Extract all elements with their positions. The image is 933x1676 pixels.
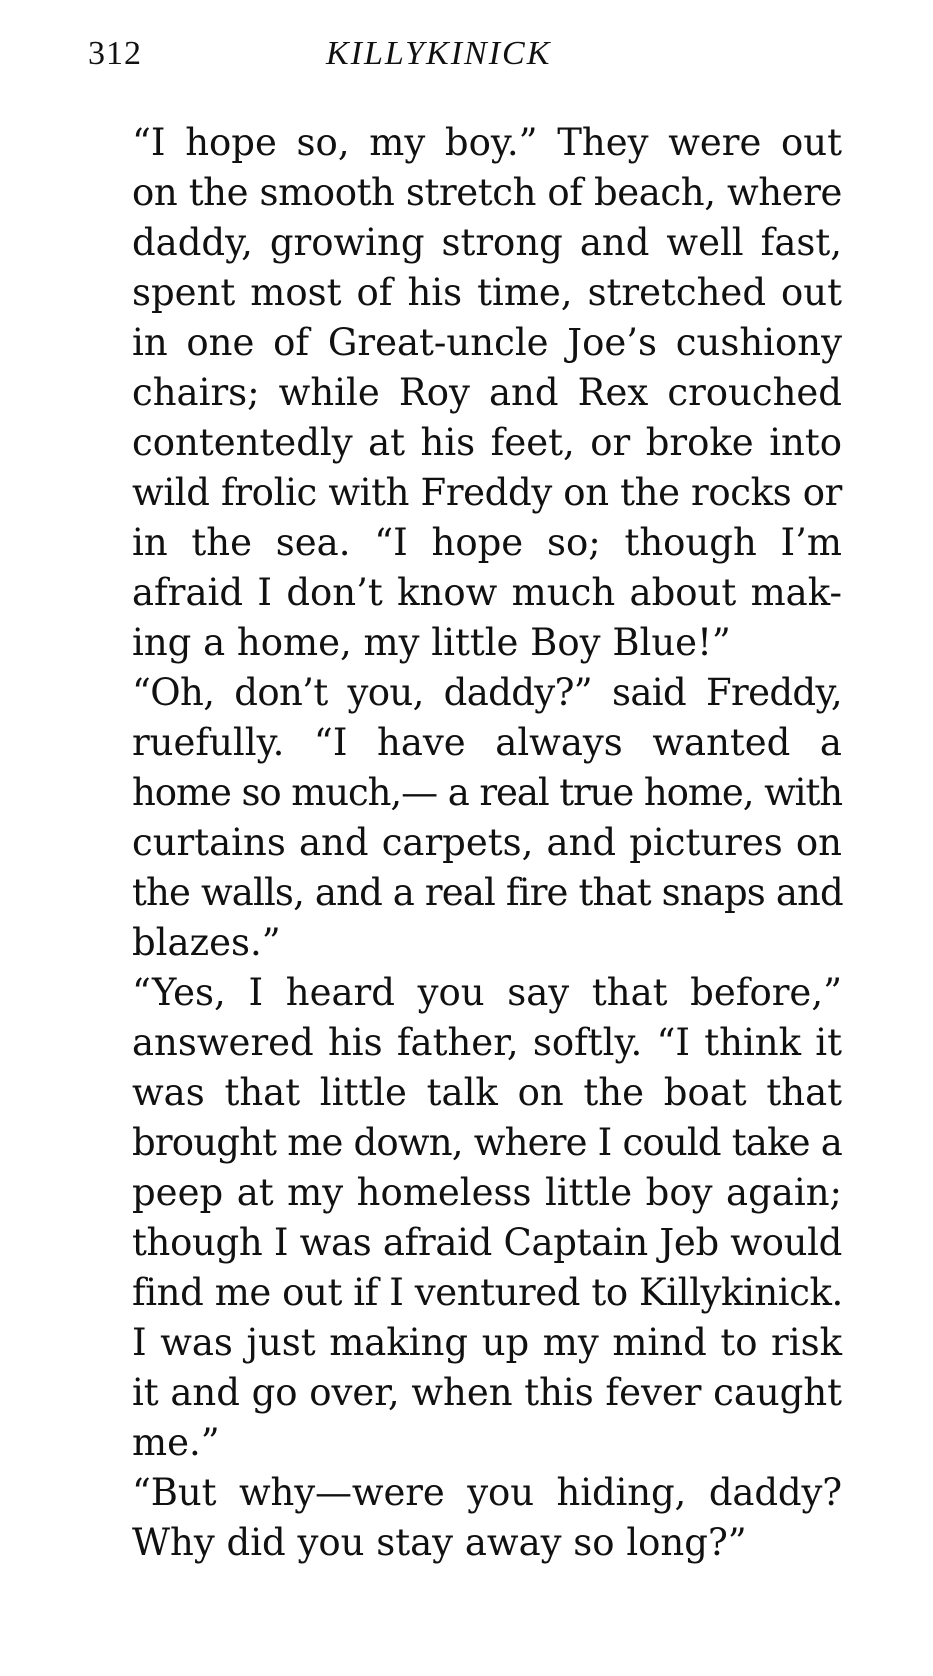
text-line: was that little talk on the boat that bbox=[132, 1071, 842, 1114]
text-line: chairs; while Roy and Rex crouched bbox=[132, 371, 842, 414]
text-line: spent most of his time, stretched out bbox=[132, 271, 842, 314]
text-line: “Oh, don’t you, daddy?” said Freddy, bbox=[132, 671, 842, 714]
text-line: though I was afraid Captain Jeb would bbox=[132, 1221, 842, 1264]
text-line: blazes.” bbox=[132, 921, 281, 964]
text-line: ing a home, my little Boy Blue!” bbox=[132, 621, 731, 664]
text-line: afraid I don’t know much about mak- bbox=[132, 571, 842, 614]
text-line: daddy, growing strong and well fast, bbox=[132, 221, 842, 264]
text-line: ruefully. “I have always wanted a bbox=[132, 721, 842, 764]
text-line: it and go over, when this fever caught bbox=[132, 1371, 842, 1414]
text-line: “But why—were you hiding, daddy? bbox=[132, 1471, 842, 1514]
text-line: find me out if I ventured to Killykinick. bbox=[132, 1271, 843, 1314]
body-text bbox=[88, 118, 842, 1568]
page-number: 312 bbox=[88, 35, 142, 72]
paragraph bbox=[88, 1468, 842, 1568]
text-line: peep at my homeless little boy again; bbox=[132, 1171, 842, 1214]
text-line: “I hope so, my boy.” They were out bbox=[132, 121, 842, 164]
text-line: curtains and carpets, and pictures on bbox=[132, 821, 842, 864]
paragraph bbox=[88, 668, 842, 968]
text-line: home so much,— a real true home, with bbox=[132, 771, 842, 814]
text-line: wild frolic with Freddy on the rocks or bbox=[132, 471, 842, 514]
paragraph bbox=[88, 118, 842, 668]
page-header bbox=[88, 34, 848, 84]
paragraph bbox=[88, 968, 842, 1468]
text-line: I was just making up my mind to risk bbox=[132, 1321, 842, 1364]
text-line: me.” bbox=[132, 1421, 220, 1464]
text-line: brought me down, where I could take a bbox=[132, 1121, 842, 1164]
text-line: answered his father, softly. “I think it bbox=[132, 1021, 842, 1064]
text-line: “Yes, I heard you say that before,” bbox=[132, 971, 842, 1014]
text-line: contentedly at his feet, or broke into bbox=[132, 421, 842, 464]
text-line: in one of Great-uncle Joe’s cushiony bbox=[132, 321, 842, 364]
text-line: Why did you stay away so long?” bbox=[132, 1521, 747, 1564]
text-line: in the sea. “I hope so; though I’m bbox=[132, 521, 842, 564]
running-title: KILLYKINICK bbox=[326, 35, 552, 72]
text-line: the walls, and a real fire that snaps and bbox=[132, 871, 843, 914]
text-line: on the smooth stretch of beach, where bbox=[132, 171, 842, 214]
